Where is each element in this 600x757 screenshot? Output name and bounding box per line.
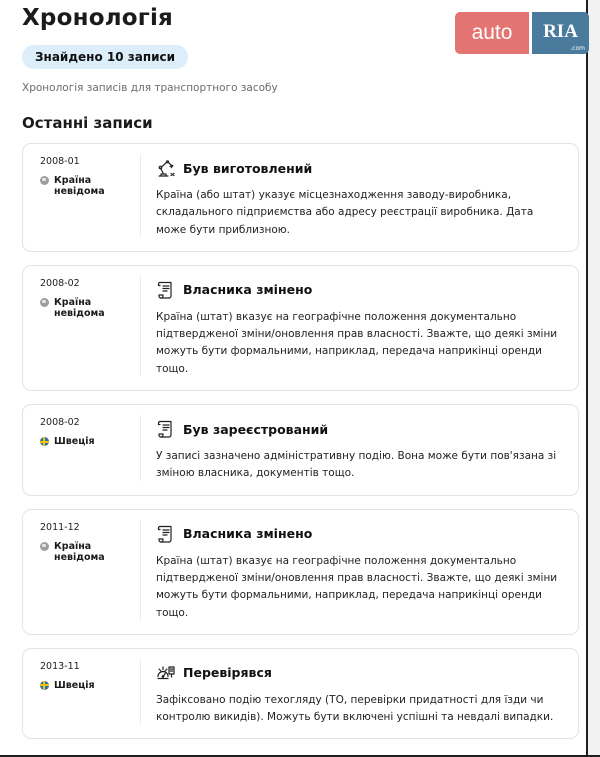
card-divider bbox=[140, 520, 141, 620]
card-content bbox=[156, 405, 578, 495]
section-title: Останні записи bbox=[22, 114, 153, 132]
document-scroll-icon bbox=[156, 280, 176, 300]
logo-ria-part bbox=[532, 12, 589, 54]
card-divider bbox=[140, 276, 141, 376]
timeline-card bbox=[22, 509, 579, 635]
record-date: 2008-02 bbox=[40, 277, 80, 289]
card-content bbox=[156, 266, 578, 390]
country-name: Країна невідома bbox=[54, 296, 105, 319]
timeline-card bbox=[22, 404, 579, 496]
timeline-card bbox=[22, 143, 579, 252]
record-date: 2011-12 bbox=[40, 521, 80, 533]
inspection-gauge-icon bbox=[156, 663, 176, 683]
card-meta bbox=[40, 278, 140, 319]
event-description: Країна (штат) вказує на географічне положення документально підтвердженої зміни/оновлення прав власності. Зважте, що деякі зміни можуть бути формальними, наприклад, передача наприкінці оренди тощо. bbox=[156, 310, 558, 375]
event-description: Країна (або штат) указує місцезнаходження заводу-виробника, складального підприємства або адресу реєстрації виробника. Дата може бути приблизною. bbox=[156, 189, 534, 236]
card-content bbox=[156, 510, 578, 634]
record-country bbox=[40, 175, 140, 197]
event-title: Перевірявся bbox=[183, 665, 272, 681]
logo-auto-part: auto bbox=[455, 12, 529, 54]
page-title: Хронологія bbox=[22, 5, 174, 31]
event-description: Країна (штат) вказує на географічне положення документально підтвердженої зміни/оновлення прав власності. Зважте, що деякі зміни можуть бути формальними, наприклад, передача наприкінці оренди тощо. bbox=[156, 554, 558, 619]
country-name: Країна невідома bbox=[54, 175, 105, 197]
card-divider bbox=[140, 415, 141, 481]
event-title: Був зареєстрований bbox=[183, 421, 329, 437]
card-header bbox=[156, 663, 560, 683]
sweden-flag-icon bbox=[40, 437, 49, 446]
card-divider bbox=[140, 659, 141, 725]
event-description: Зафіксовано подію техогляду (ТО, перевірки придатності для їзди чи контролю викидів). Можуть бути включені успішні та невдалі випадки. bbox=[156, 693, 554, 724]
country-name: Швеція bbox=[54, 436, 95, 448]
timeline-card bbox=[22, 265, 579, 391]
record-country bbox=[40, 541, 140, 563]
logo-com-text: .com bbox=[570, 45, 585, 52]
country-name: Країна невідома bbox=[54, 540, 105, 563]
card-content bbox=[156, 649, 578, 739]
globe-icon bbox=[40, 298, 49, 307]
record-country bbox=[40, 680, 140, 691]
event-title: Власника змінено bbox=[183, 526, 313, 542]
logo-ria-text: RIA bbox=[543, 21, 578, 42]
card-meta bbox=[40, 522, 140, 563]
document-scroll-icon bbox=[156, 524, 176, 544]
event-description: У записі зазначено адміністративну подію. Вона може бути пов'язана зі зміною власника, документів тощо. bbox=[156, 450, 557, 480]
window-edge bbox=[588, 0, 600, 757]
document-scroll-icon bbox=[156, 419, 176, 439]
sweden-flag-icon bbox=[40, 681, 49, 690]
page-subtitle: Хронологія записів для транспортного засобу bbox=[22, 82, 278, 94]
card-content bbox=[156, 144, 578, 251]
record-country bbox=[40, 297, 140, 319]
card-header bbox=[156, 419, 560, 439]
card-header bbox=[156, 158, 560, 178]
record-country bbox=[40, 436, 140, 447]
card-divider bbox=[140, 154, 141, 237]
record-date: 2013-11 bbox=[40, 660, 80, 672]
card-meta bbox=[40, 661, 140, 691]
autoria-logo[interactable] bbox=[455, 12, 589, 54]
timeline-list bbox=[22, 143, 579, 752]
card-meta bbox=[40, 156, 140, 197]
records-count-badge: Знайдено 10 записи bbox=[22, 45, 188, 69]
card-meta bbox=[40, 417, 140, 447]
country-name: Швеція bbox=[54, 679, 95, 691]
record-date: 2008-02 bbox=[40, 417, 80, 429]
record-date: 2008-01 bbox=[40, 156, 80, 167]
card-header bbox=[156, 280, 560, 300]
timeline-card bbox=[22, 648, 579, 740]
card-header bbox=[156, 524, 560, 544]
globe-icon bbox=[40, 176, 49, 185]
event-title: Власника змінено bbox=[183, 282, 313, 298]
globe-icon bbox=[40, 542, 49, 551]
factory-robot-arm-icon bbox=[156, 158, 176, 178]
event-title: Був виготовлений bbox=[183, 160, 313, 176]
